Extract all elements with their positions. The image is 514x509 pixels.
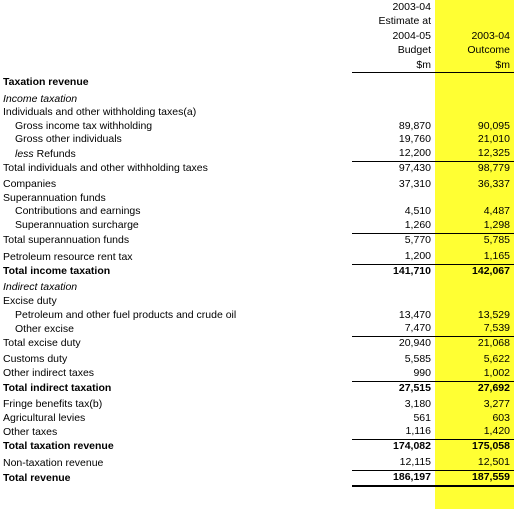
outcome-header-line: Outcome bbox=[467, 44, 510, 57]
outcome-value: 4,487 bbox=[483, 205, 510, 218]
row-label: Petroleum and other fuel products and crude oil bbox=[15, 308, 237, 321]
row-label: Agricultural levies bbox=[3, 411, 86, 424]
estimate-value: 27,515 bbox=[398, 381, 431, 394]
row-label: Other excise bbox=[15, 322, 74, 335]
outcome-value: 1,420 bbox=[435, 425, 514, 439]
row-label: Total income taxation bbox=[3, 264, 111, 277]
header-row bbox=[0, 0, 514, 14]
row-label: Superannuation surcharge bbox=[15, 219, 139, 232]
table-row bbox=[0, 350, 514, 367]
estimate-value: 3,180 bbox=[404, 398, 431, 411]
row-label: Non-taxation revenue bbox=[3, 456, 104, 469]
estimate-value: 4,510 bbox=[404, 205, 431, 218]
total-row bbox=[0, 233, 514, 247]
estimate-value: 13,470 bbox=[398, 308, 431, 321]
table-row bbox=[0, 395, 514, 412]
row-label: Excise duty bbox=[3, 294, 57, 307]
estimate-header-unit: $m bbox=[352, 58, 435, 73]
estimate-value: 1,116 bbox=[352, 425, 435, 439]
row-label: Other indirect taxes bbox=[3, 367, 95, 380]
estimate-value: 89,870 bbox=[398, 119, 431, 132]
row-label: Total indirect taxation bbox=[3, 381, 112, 394]
header-row bbox=[0, 43, 514, 57]
subsection-heading-row bbox=[0, 278, 514, 295]
row-label: Taxation revenue bbox=[3, 76, 89, 89]
estimate-value: 5,770 bbox=[404, 233, 431, 246]
table-row bbox=[0, 367, 514, 381]
outcome-value: 142,067 bbox=[472, 264, 510, 277]
header-row bbox=[0, 14, 514, 28]
outcome-value: 1,165 bbox=[435, 247, 514, 264]
estimate-value: 141,710 bbox=[393, 264, 431, 277]
total-row bbox=[0, 381, 514, 395]
table-row bbox=[0, 147, 514, 161]
outcome-value: 21,010 bbox=[477, 133, 510, 146]
total-row bbox=[0, 336, 514, 350]
table-row bbox=[0, 295, 514, 309]
outcome-value: 90,095 bbox=[477, 119, 510, 132]
table-row bbox=[0, 425, 514, 439]
estimate-value: 7,470 bbox=[352, 322, 435, 336]
table-row bbox=[0, 247, 514, 264]
header-row bbox=[0, 58, 514, 73]
row-label: Other taxes bbox=[3, 425, 58, 438]
header-row bbox=[0, 29, 514, 43]
row-label: less Refunds bbox=[15, 147, 76, 160]
estimate-header-line: 2004-05 bbox=[392, 29, 431, 42]
outcome-value: 5,622 bbox=[483, 353, 510, 366]
row-label: Individuals and other withholding taxes(a) bbox=[3, 106, 197, 119]
row-label: Total taxation revenue bbox=[3, 439, 114, 452]
row-label: Superannuation funds bbox=[3, 191, 106, 204]
outcome-header-line bbox=[435, 14, 514, 28]
outcome-value: 5,785 bbox=[483, 233, 510, 246]
outcome-value: 175,058 bbox=[472, 439, 510, 452]
table-row bbox=[0, 175, 514, 192]
row-label: Fringe benefits tax(b) bbox=[3, 398, 103, 411]
table-row bbox=[0, 453, 514, 470]
total-row bbox=[0, 161, 514, 175]
estimate-value: 561 bbox=[413, 411, 431, 424]
outcome-value: 603 bbox=[492, 411, 510, 424]
row-label: Petroleum resource rent tax bbox=[3, 250, 133, 263]
outcome-value: 98,779 bbox=[477, 161, 510, 174]
subsection-heading-row bbox=[0, 90, 514, 107]
section-heading-row bbox=[0, 73, 514, 90]
outcome-header-line bbox=[435, 0, 514, 14]
estimate-value: 174,082 bbox=[393, 439, 431, 452]
outcome-value: 1,298 bbox=[435, 219, 514, 233]
estimate-value: 1,260 bbox=[352, 219, 435, 233]
row-label: Total individuals and other withholding taxes bbox=[3, 161, 208, 174]
row-label: Contributions and earnings bbox=[15, 205, 141, 218]
table-row bbox=[0, 309, 514, 323]
estimate-value: 1,200 bbox=[352, 247, 435, 264]
estimate-header-line: Estimate at bbox=[378, 15, 431, 28]
row-label: Indirect taxation bbox=[3, 281, 78, 294]
total-row bbox=[0, 439, 514, 453]
table-row bbox=[0, 120, 514, 134]
outcome-value: 7,539 bbox=[435, 322, 514, 336]
outcome-value: 1,002 bbox=[435, 367, 514, 381]
table-row bbox=[0, 133, 514, 147]
total-row bbox=[0, 264, 514, 278]
outcome-value: 12,501 bbox=[435, 453, 514, 470]
table-row bbox=[0, 322, 514, 336]
row-label: Total revenue bbox=[3, 472, 71, 485]
estimate-header-line: Budget bbox=[397, 44, 431, 57]
outcome-value: 21,068 bbox=[477, 336, 510, 349]
outcome-value: 13,529 bbox=[477, 308, 510, 321]
estimate-value: 5,585 bbox=[404, 353, 431, 366]
row-label: Total excise duty bbox=[3, 336, 81, 349]
table-row bbox=[0, 106, 514, 120]
row-label: Companies bbox=[3, 178, 57, 191]
outcome-header-unit: $m bbox=[435, 58, 514, 73]
estimate-value: 97,430 bbox=[398, 161, 431, 174]
estimate-value: 12,115 bbox=[352, 453, 435, 470]
row-label-prefix: less bbox=[15, 147, 34, 160]
total-row bbox=[0, 471, 514, 486]
estimate-value: 20,940 bbox=[398, 336, 431, 349]
table-row bbox=[0, 205, 514, 219]
outcome-value: 12,325 bbox=[435, 147, 514, 161]
row-label: Total superannuation funds bbox=[3, 233, 130, 246]
table-row bbox=[0, 192, 514, 206]
row-label: Gross income tax withholding bbox=[15, 119, 153, 132]
estimate-value: 990 bbox=[352, 367, 435, 381]
estimate-value: 37,310 bbox=[398, 178, 431, 191]
table-row bbox=[0, 219, 514, 233]
outcome-header-line: 2003-04 bbox=[471, 29, 510, 42]
estimate-header-line: 2003-04 bbox=[392, 1, 431, 13]
outcome-value: 187,559 bbox=[435, 471, 514, 486]
row-label: Gross other individuals bbox=[15, 133, 122, 146]
outcome-value: 3,277 bbox=[483, 398, 510, 411]
estimate-value: 186,197 bbox=[352, 471, 435, 486]
table-row bbox=[0, 412, 514, 426]
row-label: Income taxation bbox=[3, 92, 78, 105]
estimate-value: 12,200 bbox=[352, 147, 435, 161]
row-label: Customs duty bbox=[3, 353, 68, 366]
estimate-value: 19,760 bbox=[398, 133, 431, 146]
outcome-value: 27,692 bbox=[477, 381, 510, 394]
outcome-value: 36,337 bbox=[477, 178, 510, 191]
